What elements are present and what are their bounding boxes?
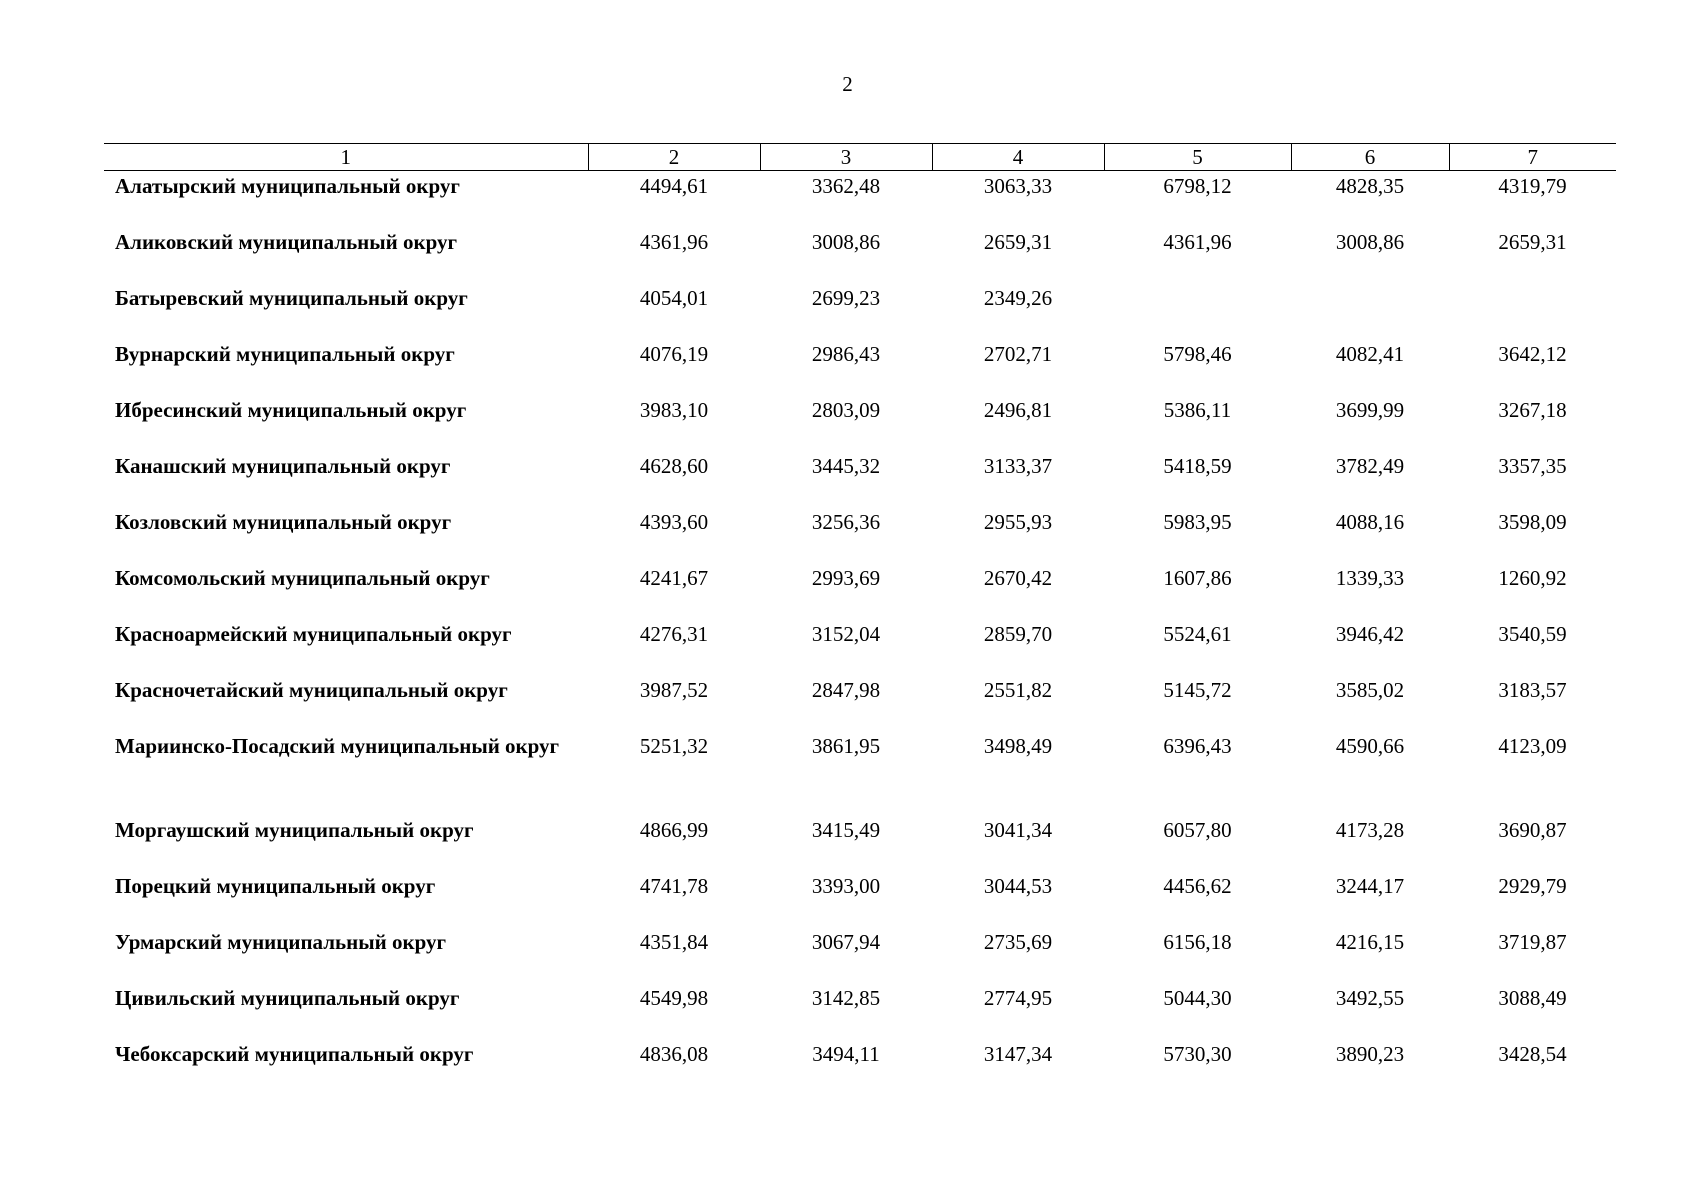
value-cell-col-3: 3152,04 [811, 622, 881, 646]
value-cell-col-5: 5386,11 [1163, 398, 1232, 422]
value-cell-col-4: 3133,37 [983, 454, 1053, 478]
value-cell-col-6: 4082,41 [1335, 342, 1405, 366]
page-number: 2 [842, 72, 853, 96]
value-cell-col-7: 2929,79 [1498, 874, 1567, 898]
value-cell-col-3: 3415,49 [811, 818, 881, 842]
district-name-cell: Батыревский муниципальный округ [115, 286, 468, 310]
value-cell-col-6: 3890,23 [1335, 1042, 1405, 1066]
district-name-cell: Козловский муниципальный округ [115, 510, 452, 534]
value-cell-col-2: 4361,96 [639, 230, 709, 254]
value-cell-col-3: 3393,00 [811, 874, 881, 898]
district-name-cell: Красночетайский муниципальный округ [115, 678, 508, 702]
table-row [104, 928, 1616, 984]
district-name-cell: Канашский муниципальный округ [115, 454, 451, 478]
value-cell-col-3: 3067,94 [811, 930, 881, 954]
value-cell-col-5 [1104, 284, 1291, 340]
value-cell-col-2: 4549,98 [639, 986, 709, 1010]
column-number-row [104, 144, 1616, 171]
table-row [104, 816, 1616, 872]
value-cell-col-5: 6057,80 [1163, 818, 1232, 842]
value-cell-col-4: 2735,69 [983, 930, 1053, 954]
value-cell-col-4: 2349,26 [983, 286, 1053, 310]
table-row [104, 171, 1616, 229]
value-cell-col-4: 2496,81 [983, 398, 1053, 422]
table-row [104, 732, 1616, 816]
district-name-cell: Урмарский муниципальный округ [115, 930, 447, 954]
value-cell-col-4: 2670,42 [983, 566, 1053, 590]
value-cell-col-5: 4361,96 [1163, 230, 1232, 254]
value-cell-col-7: 4319,79 [1498, 174, 1567, 198]
value-cell-col-5: 5524,61 [1163, 622, 1232, 646]
value-cell-col-5: 4456,62 [1163, 874, 1232, 898]
value-cell-col-2: 4351,84 [639, 930, 709, 954]
value-cell-col-6: 4088,16 [1335, 510, 1405, 534]
value-cell-col-5: 1607,86 [1163, 566, 1232, 590]
table-row [104, 228, 1616, 284]
value-cell-col-7: 1260,92 [1498, 566, 1567, 590]
value-cell-col-2: 4276,31 [639, 622, 709, 646]
municipal-districts-table [104, 143, 1616, 1096]
value-cell-col-2: 3987,52 [639, 678, 709, 702]
value-cell-col-4: 2551,82 [983, 678, 1053, 702]
value-cell-col-7: 3719,87 [1498, 930, 1567, 954]
value-cell-col-5: 5730,30 [1163, 1042, 1232, 1066]
value-cell-col-6: 1339,33 [1335, 566, 1405, 590]
value-cell-col-5: 5145,72 [1163, 678, 1232, 702]
value-cell-col-3: 2699,23 [811, 286, 881, 310]
table-row [104, 872, 1616, 928]
district-name-cell: Порецкий муниципальный округ [115, 874, 436, 898]
value-cell-col-7: 3690,87 [1498, 818, 1567, 842]
table-row [104, 340, 1616, 396]
table-body [104, 171, 1616, 1097]
column-header-3: 3 [760, 144, 932, 171]
value-cell-col-7: 3428,54 [1498, 1042, 1567, 1066]
value-cell-col-4: 3041,34 [983, 818, 1053, 842]
value-cell-col-5: 5983,95 [1163, 510, 1232, 534]
column-header-2: 2 [588, 144, 760, 171]
value-cell-col-4: 2859,70 [983, 622, 1053, 646]
district-name-cell: Мариинско-Посадский муниципальный округ [115, 734, 560, 758]
value-cell-col-2: 4494,61 [639, 174, 709, 198]
value-cell-col-7: 4123,09 [1498, 734, 1567, 758]
district-name-cell: Аликовский муниципальный округ [115, 230, 458, 254]
value-cell-col-3: 3142,85 [811, 986, 881, 1010]
value-cell-col-6: 3946,42 [1335, 622, 1405, 646]
value-cell-col-4: 3498,49 [983, 734, 1053, 758]
value-cell-col-7: 3598,09 [1498, 510, 1567, 534]
value-cell-col-2: 4076,19 [639, 342, 709, 366]
value-cell-col-5: 6798,12 [1163, 174, 1232, 198]
value-cell-col-6: 3699,99 [1335, 398, 1405, 422]
value-cell-col-5: 6156,18 [1163, 930, 1232, 954]
value-cell-col-6: 4173,28 [1335, 818, 1405, 842]
value-cell-col-2: 4866,99 [639, 818, 709, 842]
table-row [104, 1040, 1616, 1096]
value-cell-col-4: 3147,34 [983, 1042, 1053, 1066]
table-row [104, 564, 1616, 620]
table-row [104, 396, 1616, 452]
district-name-cell: Красноармейский муниципальный округ [115, 622, 512, 646]
value-cell-col-3: 3256,36 [811, 510, 881, 534]
table-row [104, 984, 1616, 1040]
district-name-cell: Моргаушский муниципальный округ [115, 818, 474, 842]
value-cell-col-3: 3445,32 [811, 454, 881, 478]
table-row [104, 452, 1616, 508]
value-cell-col-2: 5251,32 [639, 734, 709, 758]
value-cell-col-6: 3244,17 [1335, 874, 1405, 898]
value-cell-col-6: 3782,49 [1335, 454, 1405, 478]
value-cell-col-3: 3008,86 [811, 230, 881, 254]
value-cell-col-2: 3983,10 [639, 398, 709, 422]
value-cell-col-7: 2659,31 [1498, 230, 1567, 254]
value-cell-col-6: 4828,35 [1335, 174, 1405, 198]
value-cell-col-6: 3492,55 [1335, 986, 1405, 1010]
value-cell-col-5: 5044,30 [1163, 986, 1232, 1010]
value-cell-col-7: 3642,12 [1498, 342, 1567, 366]
column-header-6: 6 [1291, 144, 1449, 171]
value-cell-col-6: 3008,86 [1335, 230, 1405, 254]
value-cell-col-5: 5418,59 [1163, 454, 1232, 478]
value-cell-col-4: 2702,71 [983, 342, 1053, 366]
value-cell-col-6: 4590,66 [1335, 734, 1405, 758]
value-cell-col-3: 3494,11 [812, 1042, 880, 1066]
value-cell-col-6 [1291, 284, 1449, 340]
value-cell-col-2: 4741,78 [639, 874, 709, 898]
value-cell-col-7: 3088,49 [1498, 986, 1567, 1010]
value-cell-col-4: 2955,93 [983, 510, 1053, 534]
value-cell-col-3: 2803,09 [811, 398, 881, 422]
table-row [104, 284, 1616, 340]
value-cell-col-7: 3357,35 [1498, 454, 1567, 478]
value-cell-col-4: 3044,53 [983, 874, 1053, 898]
table-row [104, 676, 1616, 732]
column-header-7: 7 [1449, 144, 1616, 171]
value-cell-col-3: 2847,98 [811, 678, 881, 702]
column-header-1: 1 [104, 144, 588, 171]
value-cell-col-2: 4836,08 [639, 1042, 709, 1066]
value-cell-col-3: 3861,95 [811, 734, 881, 758]
value-cell-col-4: 3063,33 [983, 174, 1053, 198]
value-cell-col-4: 2659,31 [983, 230, 1053, 254]
district-name-cell: Ибресинский муниципальный округ [115, 398, 467, 422]
value-cell-col-7 [1449, 284, 1616, 340]
value-cell-col-6: 4216,15 [1335, 930, 1405, 954]
value-cell-col-5: 5798,46 [1163, 342, 1232, 366]
column-header-4: 4 [932, 144, 1104, 171]
district-name-cell: Чебоксарский муниципальный округ [115, 1042, 474, 1066]
table-row [104, 620, 1616, 676]
column-header-5: 5 [1104, 144, 1291, 171]
district-name-cell: Вурнарский муниципальный округ [115, 342, 455, 366]
district-name-cell: Цивильский муниципальный округ [115, 986, 460, 1010]
value-cell-col-4: 2774,95 [983, 986, 1053, 1010]
district-name-cell: Комсомольский муниципальный округ [115, 566, 490, 590]
value-cell-col-2: 4393,60 [639, 510, 709, 534]
district-name-cell: Алатырский муниципальный округ [115, 174, 460, 198]
value-cell-col-7: 3267,18 [1498, 398, 1567, 422]
value-cell-col-3: 2993,69 [811, 566, 881, 590]
value-cell-col-7: 3183,57 [1498, 678, 1567, 702]
value-cell-col-3: 3362,48 [811, 174, 881, 198]
value-cell-col-2: 4054,01 [639, 286, 709, 310]
value-cell-col-7: 3540,59 [1498, 622, 1567, 646]
table-row [104, 508, 1616, 564]
value-cell-col-2: 4241,67 [639, 566, 709, 590]
value-cell-col-6: 3585,02 [1335, 678, 1405, 702]
value-cell-col-5: 6396,43 [1163, 734, 1232, 758]
value-cell-col-3: 2986,43 [811, 342, 881, 366]
value-cell-col-2: 4628,60 [639, 454, 709, 478]
